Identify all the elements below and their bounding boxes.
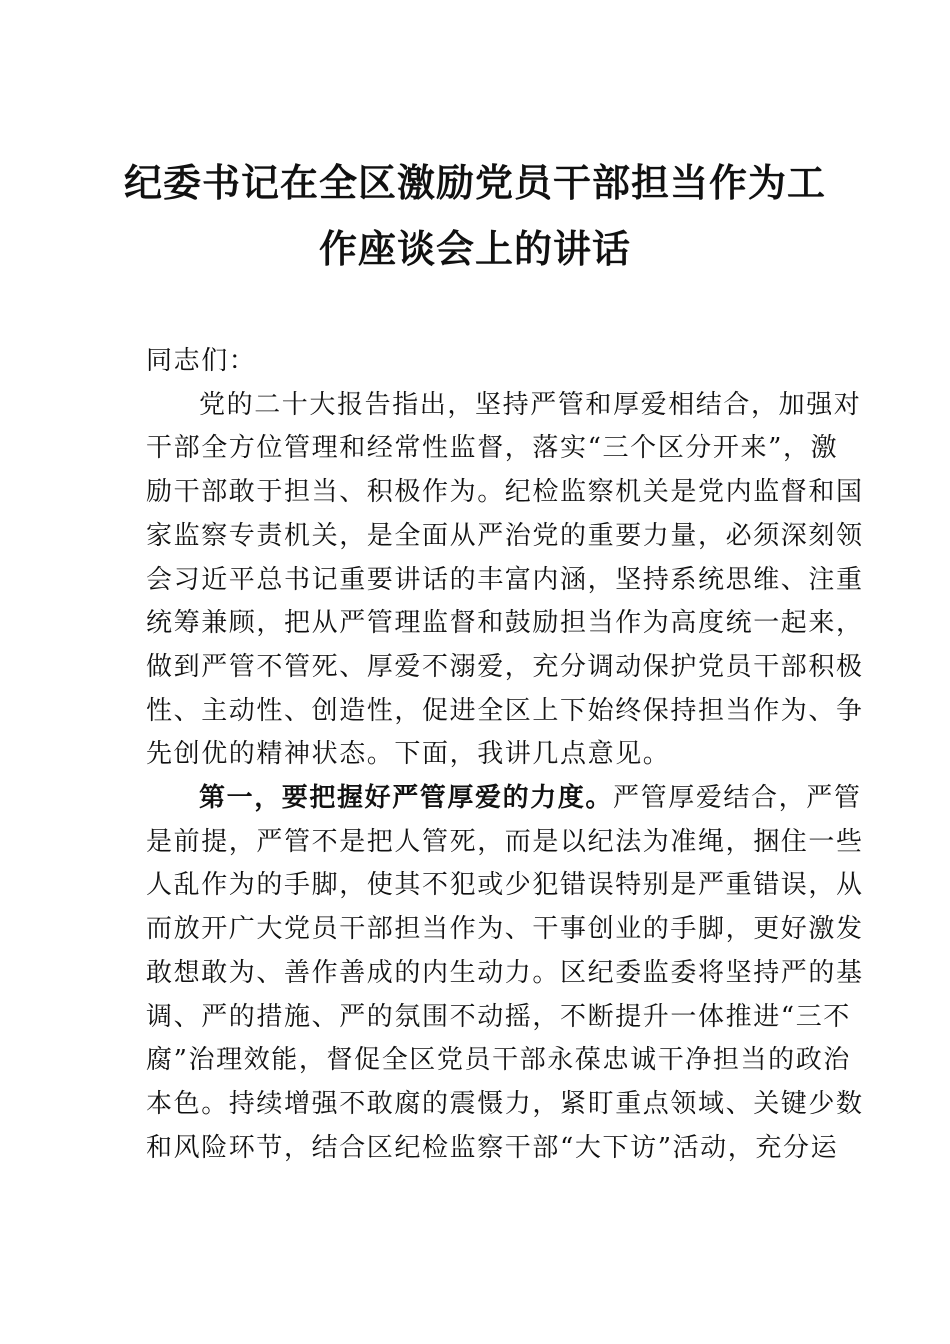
paragraph1-line-7: 做到严管不管死、厚爱不溺爱，充分调动保护党员干部积极: [146, 651, 864, 682]
paragraph2-line-4: 而放开广大党员干部担当作为、干事创业的手脚，更好激发: [146, 914, 864, 945]
paragraph2-line-9: 和风险环节，结合区纪检监察干部“大下访”活动，充分运: [146, 1132, 839, 1163]
paragraph1-line-9: 先创优的精神状态。下面，我讲几点意见。: [146, 739, 671, 770]
document-title: [120, 150, 830, 282]
paragraph1-line-3: 励干部敢于担当、积极作为。纪检监察机关是党内监督和国: [146, 477, 864, 508]
paragraph1-line-8: 性、主动性、创造性，促进全区上下始终保持担当作为、争: [146, 695, 864, 726]
title-line-1: 纪委书记在全区激励党员干部担当作为工: [123, 160, 826, 205]
paragraph2-line-1: [146, 777, 862, 821]
paragraph2-line-2: 是前提，严管不是把人管死，而是以纪法为准绳，捆住一些: [146, 826, 864, 857]
paragraph1-line-2: 干部全方位管理和经常性监督，落实“三个区分开来”，激: [146, 433, 839, 464]
paragraph2-line-6: 调、严的措施、严的氛围不动摇，不断提升一体推进“三不: [146, 1001, 851, 1032]
paragraph1-line-4: 家监察专责机关，是全面从严治党的重要力量，必须深刻领: [146, 520, 864, 551]
paragraph1-line-6: 统筹兼顾，把从严管理监督和鼓励担当作为高度统一起来，: [146, 608, 864, 639]
paragraph1-line-5: 会习近平总书记重要讲话的丰富内涵，坚持系统思维、注重: [146, 564, 864, 595]
paragraph2-heading: 第一，要把握好严管厚爱的力度。: [199, 783, 614, 814]
paragraph2-line-3: 人乱作为的手脚，使其不犯或少犯错误特别是严重错误，从: [146, 870, 864, 901]
paragraph2-line-5: 敢想敢为、善作善成的内生动力。区纪委监委将坚持严的基: [146, 957, 864, 988]
paragraph2-line-8: 本色。持续增强不敢腐的震慑力，紧盯重点领域、关键少数: [146, 1088, 864, 1119]
paragraph2-first-line-rest: 严管厚爱结合，严管: [613, 783, 862, 814]
title-line-2: 作座谈会上的讲话: [318, 226, 631, 271]
salutation: 同志们：: [146, 346, 257, 376]
document-body: [146, 340, 864, 1170]
paragraph2-line-7: 腐”治理效能，督促全区党员干部永葆忠诚干净担当的政治: [146, 1045, 851, 1076]
paragraph1-line-1: 党的二十大报告指出，坚持严管和厚爱相结合，加强对: [199, 389, 862, 420]
